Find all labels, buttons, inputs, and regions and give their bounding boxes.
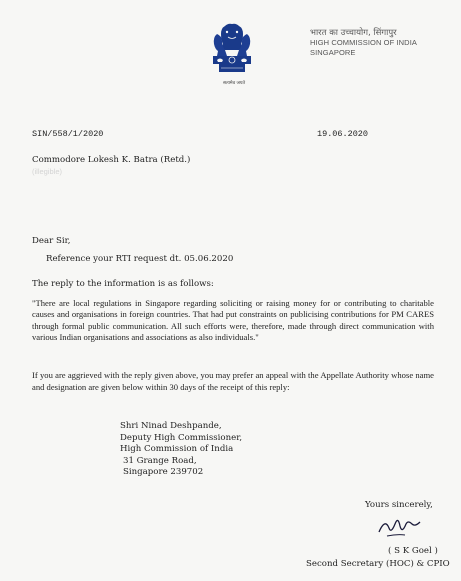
salutation: Dear Sir, [32, 236, 71, 246]
letterhead [310, 28, 460, 58]
ashoka-lion-emblem-icon [207, 18, 257, 80]
closing: Yours sincerely, [365, 500, 433, 510]
signer-designation: Second Secretary (HOC) & CPIO [306, 559, 450, 569]
appeal-paragraph: If you are aggrieved with the reply given above, you may prefer an appeal with the Appellate Authority whose name and designation are given below within 30 days of the receipt of this reply: [32, 370, 434, 392]
letter-date: 19.06.2020 [317, 129, 369, 139]
appellate-authority-block [120, 421, 242, 479]
addressee-name: Commodore Lokesh K. Batra (Retd.) [32, 155, 191, 165]
signer-name: ( S K Goel ) [388, 546, 438, 556]
authority-office: High Commission of India [120, 444, 234, 454]
authority-city: Singapore 239702 [123, 467, 204, 477]
reply-intro: The reply to the information is as follows: [32, 279, 214, 289]
letterhead-line-1: HIGH COMMISSION OF INDIA [310, 38, 417, 47]
letterhead-hindi: भारत का उच्चायोग, सिंगापुर [310, 28, 397, 38]
emblem-motto: सत्यमेव जयते [222, 81, 246, 86]
rti-reference-line: Reference your RTI request dt. 05.06.2020 [46, 254, 234, 264]
authority-title: Deputy High Commissioner, [120, 432, 243, 443]
handwritten-signature [375, 510, 425, 540]
letterhead-line-2: SINGAPORE [310, 48, 356, 57]
national-emblem [207, 18, 257, 88]
reply-quote-paragraph: "There are local regulations in Singapore regarding soliciting or raising money for or contributing to charitable causes and organisations in foreign countries. That had put constraints on publicising contributions for PM CARES through formal public communication. All such efforts were, therefore, made through direct communication with various Indian organisations and associations as also individuals." [32, 298, 434, 343]
authority-name: Shri Ninad Deshpande, [120, 421, 222, 431]
authority-street: 31 Grange Road, [123, 455, 197, 466]
addressee-address-faint: (illegible) [32, 167, 63, 176]
reference-number: SIN/558/1/2020 [32, 129, 104, 139]
